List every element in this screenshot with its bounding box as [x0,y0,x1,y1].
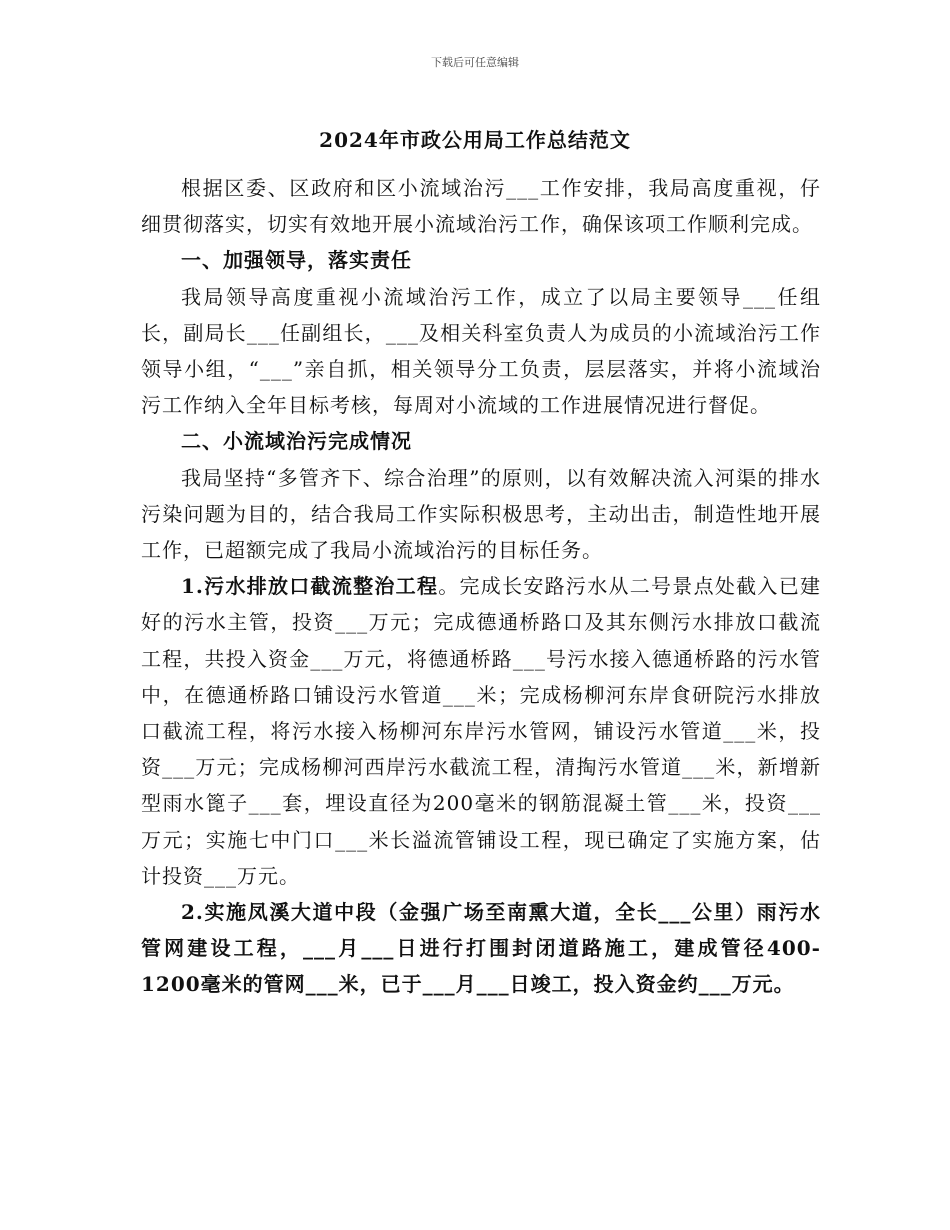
item-2-paragraph: 2.实施凤溪大道中段（金强广场至南熏大道，全长___公里）雨污水管网建设工程，___月___日进行打围封闭道路施工，建成管径400-1200毫米的管网___米，已于___月___日竣工，投入资金约___万元。 [141,900,821,997]
section-1-paragraph: 我局领导高度重视小流域治污工作，成立了以局主要领导___任组长，副局长___任副组长，___及相关科室负责人为成员的小流域治污工作领导小组，“___”亲自抓，相关领导分工负责，层层落实，并将小流域治污工作纳入全年目标考核，每周对小流域的工作进展情况进行督促。 [141,284,821,418]
page-title: 2024年市政公用局工作总结范文 [319,128,631,152]
section-heading-1: 一、加强领导，落实责任 [181,248,412,273]
item-1-lead: 1.污水排放口截流整治工程 [181,574,439,599]
header-note: 下载后可任意编辑 [431,56,519,69]
document-body [141,170,821,1003]
item-1-paragraph [141,568,821,894]
intro-paragraph: 根据区委、区政府和区小流域治污___工作安排，我局高度重视，仔细贯彻落实，切实有效地开展小流域治污工作，确保该项工作顺利完成。 [141,176,821,237]
section-2-paragraph: 我局坚持“多管齐下、综合治理”的原则，以有效解决流入河渠的排水污染问题为目的，结合我局工作实际积极思考，主动出击，制造性地开展工作，已超额完成了我局小流域治污的目标任务。 [141,465,821,563]
item-1-body: 。完成长安路污水从二号景点处截入已建好的污水主管，投资___万元；完成德通桥路口及其东侧污水排放口截流工程，共投入资金___万元，将德通桥路___号污水接入德通桥路的污水管中，在德通桥路口铺设污水管道___米；完成杨柳河东岸食研院污水排放口截流工程，将污水接入杨柳河东岸污水管网，铺设污水管道___米，投资___万元；完成杨柳河西岸污水截流工程，清掏污水管道___米，新增新型雨水篦子___套，埋设直径为200毫米的钢筋混凝土管___米，投资___万元；实施七中门口___米长溢流管铺设工程，现已确定了实施方案，估计投资___万元。 [141,574,821,888]
section-heading-2: 二、小流域治污完成情况 [181,429,412,454]
